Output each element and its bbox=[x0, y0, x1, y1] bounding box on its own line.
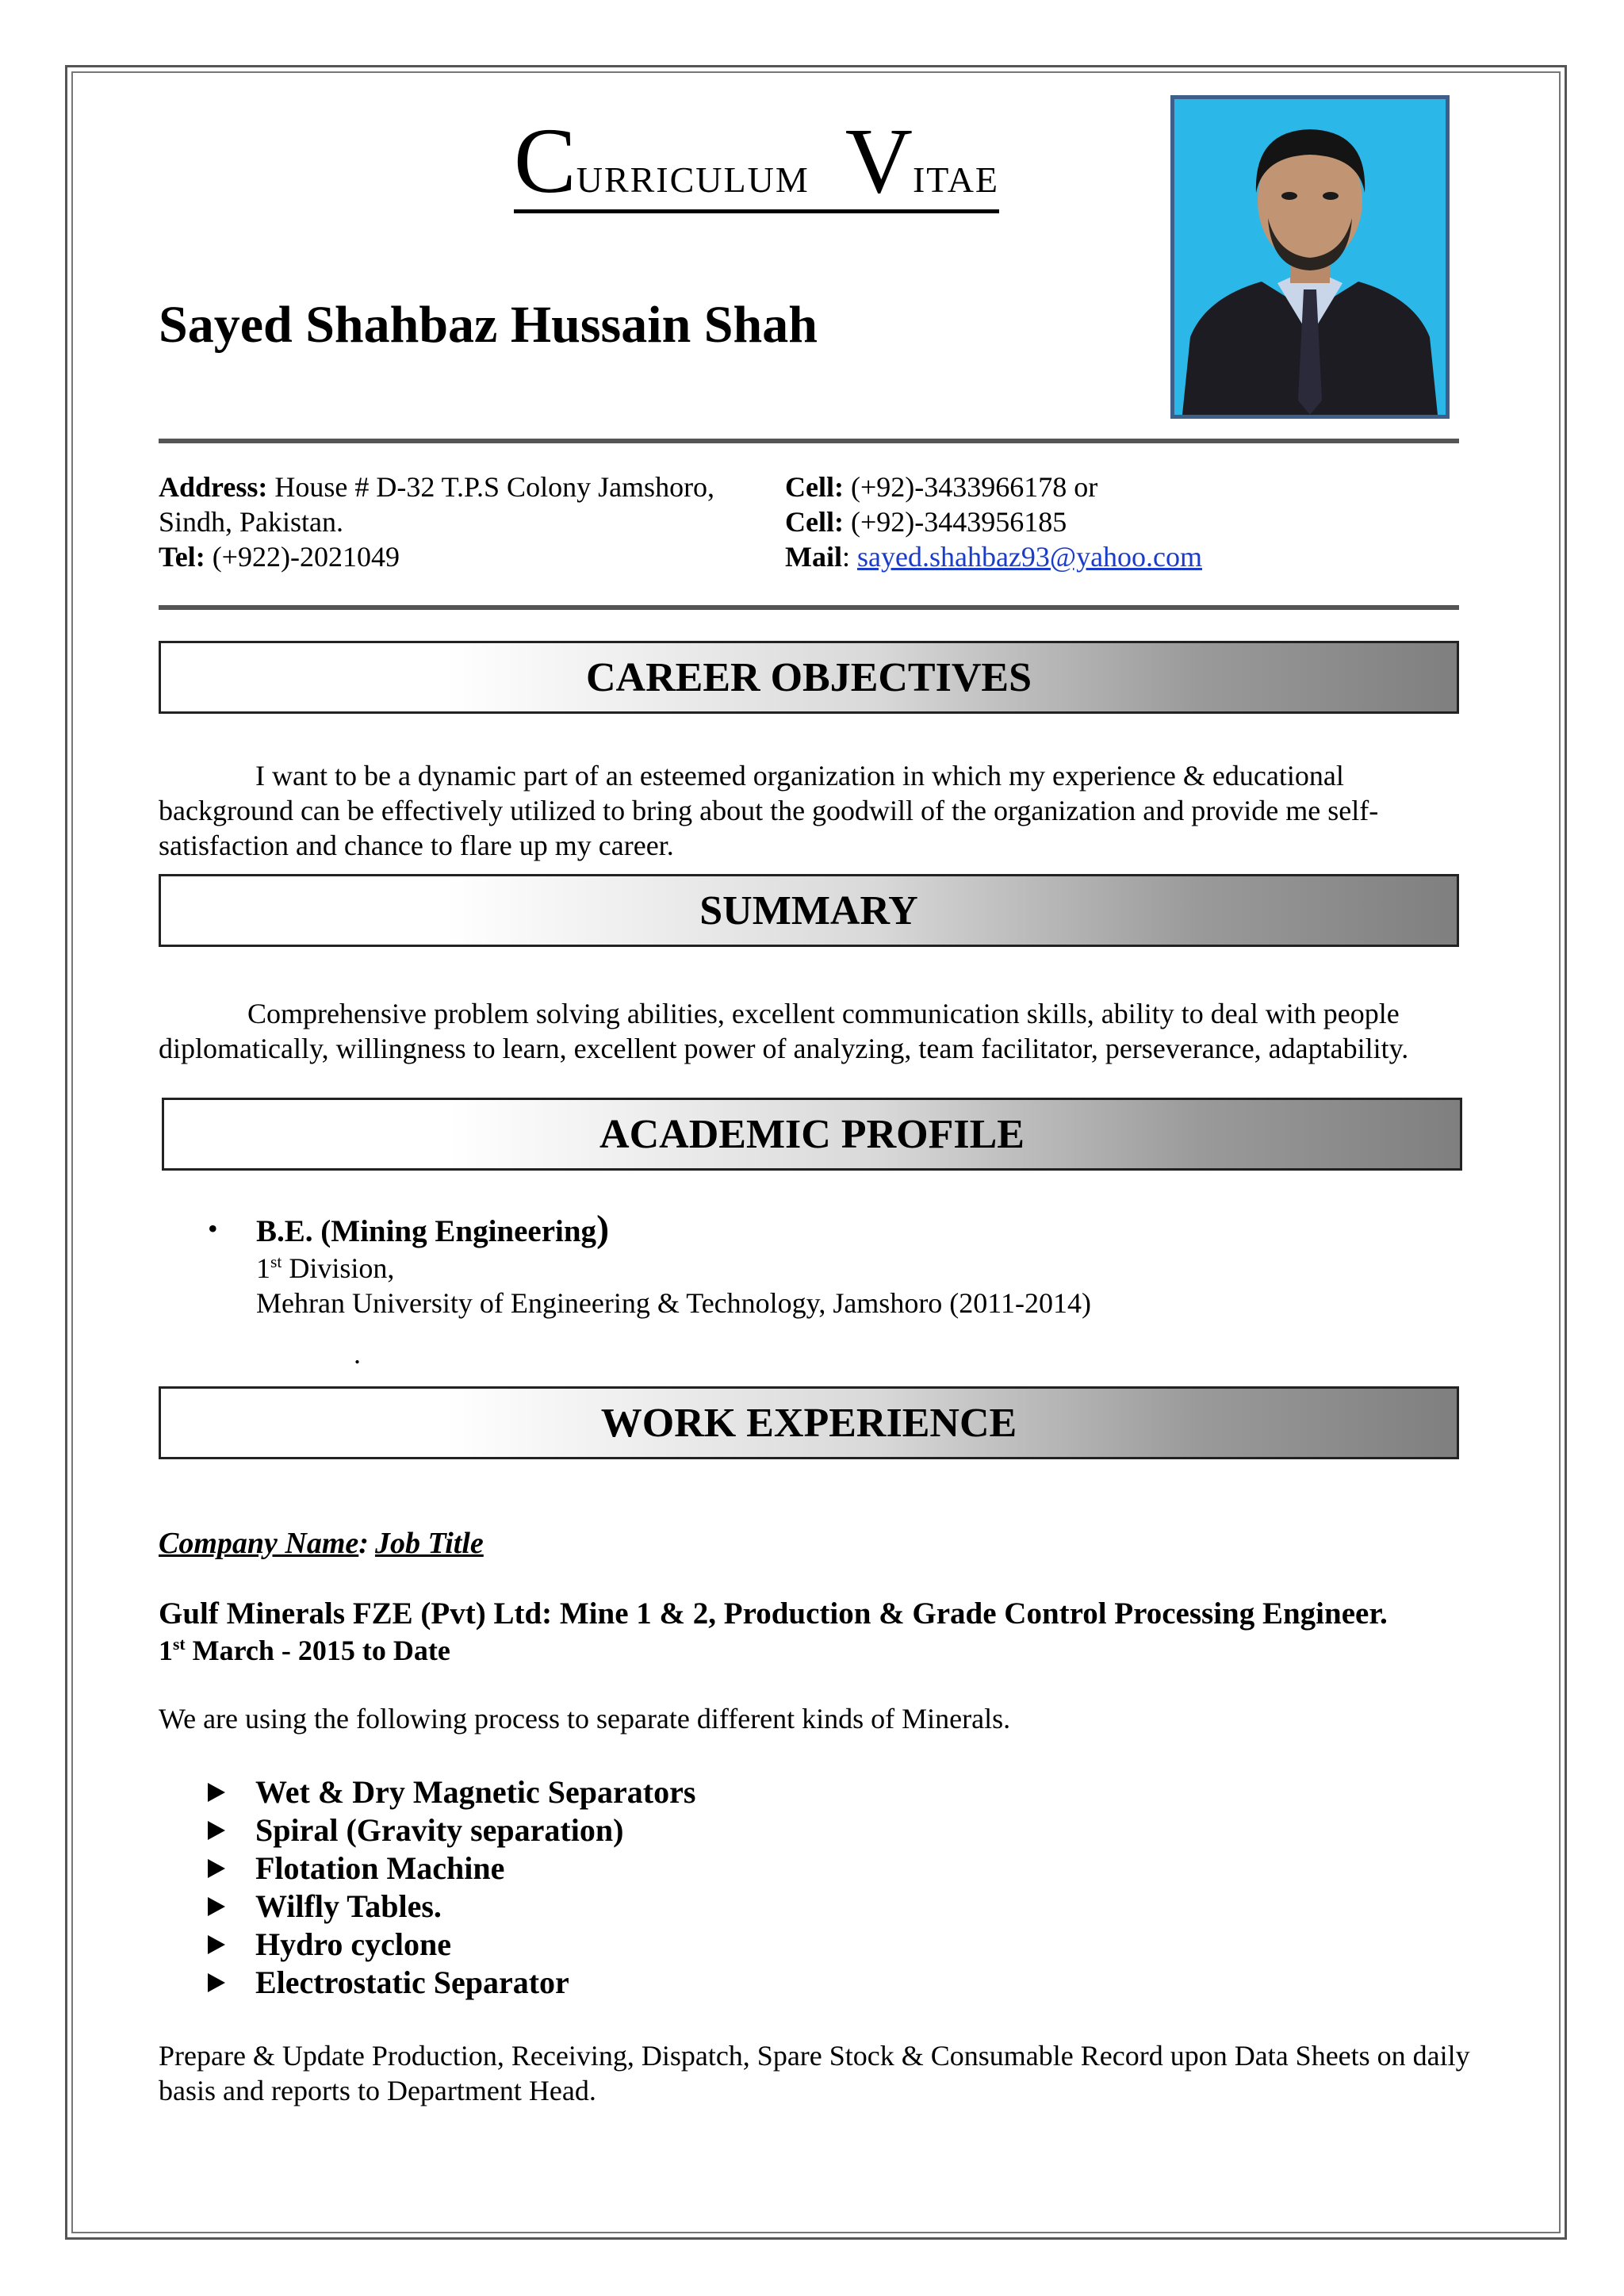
process-item-text: Electrostatic Separator bbox=[255, 1964, 569, 2000]
tel-value: (+922)-2021049 bbox=[205, 541, 400, 573]
divider-contact bbox=[159, 605, 1459, 610]
job-title-label: Job Title bbox=[374, 1527, 484, 1560]
profile-photo bbox=[1170, 95, 1450, 419]
division-number: 1 bbox=[256, 1252, 270, 1284]
address-line1: House # D-32 T.P.S Colony Jamshoro, bbox=[267, 471, 715, 503]
cell2-value: (+92)-3443956185 bbox=[843, 506, 1067, 538]
mail-separator: : bbox=[841, 541, 857, 573]
mail-label: Mail bbox=[785, 541, 842, 573]
process-intro: We are using the following process to separate different kinds of Minerals. bbox=[159, 1703, 1011, 1734]
triangle-bullet-icon bbox=[208, 1783, 225, 1802]
responsibility-text: Prepare & Update Production, Receiving, Dispatch, Spare Stock & Consumable Record upon Data Sheets on daily basis and reports to Department Head. bbox=[159, 2040, 1470, 2106]
degree-name: B.E. (Mining Engineering bbox=[256, 1214, 597, 1248]
triangle-bullet-icon bbox=[208, 1897, 225, 1916]
triangle-bullet-icon bbox=[208, 1859, 225, 1878]
career-objective-text: I want to be a dynamic part of an esteemed organization in which my experience & educational background can be effectively utilized to bring about the goodwill of the organization and provide me self-satisfaction and chance to flare up my career. bbox=[159, 760, 1379, 861]
list-item bbox=[208, 1811, 695, 1849]
division bbox=[256, 1251, 394, 1285]
email-link[interactable]: sayed.shahbaz93@yahoo.com bbox=[857, 541, 1203, 573]
list-item bbox=[208, 1773, 695, 1811]
process-list bbox=[208, 1773, 695, 2002]
cv-title bbox=[514, 109, 1000, 213]
section-header-summary: SUMMARY bbox=[159, 874, 1459, 947]
title-word-urriculum: URRICULUM bbox=[576, 159, 810, 200]
section-header-career: CAREER OBJECTIVES bbox=[159, 641, 1459, 714]
cell1-value: (+92)-3433966178 or bbox=[843, 471, 1098, 503]
contact-right bbox=[785, 470, 1202, 574]
process-item-text: Wilfly Tables. bbox=[255, 1888, 442, 1924]
position-line: Gulf Minerals FZE (Pvt) Ltd: Mine 1 & 2, Production & Grade Control Processing Engineer. bbox=[159, 1596, 1388, 1631]
triangle-bullet-icon bbox=[208, 1973, 225, 1992]
person-portrait-icon bbox=[1174, 99, 1446, 415]
date-suffix: st bbox=[173, 1635, 186, 1654]
candidate-name: Sayed Shahbaz Hussain Shah bbox=[159, 296, 818, 354]
triangle-bullet-icon bbox=[208, 1821, 225, 1840]
divider-top bbox=[159, 439, 1459, 443]
title-letter-c: C bbox=[514, 109, 576, 213]
section-header-academic: ACADEMIC PROFILE bbox=[162, 1098, 1462, 1171]
cell2-label: Cell: bbox=[785, 506, 844, 538]
tel-label: Tel: bbox=[159, 541, 205, 573]
academic-bullet: • bbox=[208, 1213, 218, 1244]
degree-title bbox=[256, 1207, 609, 1251]
title-letter-v: V bbox=[845, 109, 913, 213]
address-line2: Sindh, Pakistan. bbox=[159, 506, 344, 538]
heading-colon: : bbox=[358, 1527, 369, 1560]
process-item-text: Flotation Machine bbox=[255, 1850, 505, 1886]
university: Mehran University of Engineering & Technology, Jamshoro (2011-2014) bbox=[256, 1287, 1091, 1319]
list-item bbox=[208, 1964, 695, 2002]
process-item-text: Hydro cyclone bbox=[255, 1926, 452, 1962]
list-item bbox=[208, 1888, 695, 1926]
division-text: Division, bbox=[282, 1252, 395, 1284]
company-name-label: Company Name bbox=[159, 1527, 359, 1560]
process-item-text: Wet & Dry Magnetic Separators bbox=[255, 1774, 696, 1810]
company-job-heading bbox=[159, 1526, 484, 1561]
address-label: Address: bbox=[159, 471, 268, 503]
division-suffix: st bbox=[270, 1252, 282, 1271]
list-item bbox=[208, 1926, 695, 1964]
title-word-itae: ITAE bbox=[912, 159, 1000, 200]
process-item-text: Spiral (Gravity separation) bbox=[255, 1812, 624, 1848]
section-header-work: WORK EXPERIENCE bbox=[159, 1386, 1459, 1459]
date-number: 1 bbox=[159, 1635, 173, 1666]
list-item bbox=[208, 1849, 695, 1888]
date-text: March - 2015 to Date bbox=[185, 1635, 450, 1666]
contact-left bbox=[159, 470, 714, 574]
triangle-bullet-icon bbox=[208, 1935, 225, 1954]
stray-dot: . bbox=[354, 1338, 361, 1370]
position-dates bbox=[159, 1634, 450, 1667]
summary-text: Comprehensive problem solving abilities, excellent communication skills, ability to deal with people diplomatically, willingness to learn, excellent power of analyzing, team facilitator, perseverance, adaptability. bbox=[159, 998, 1409, 1064]
cell1-label: Cell: bbox=[785, 471, 844, 503]
degree-paren: ) bbox=[596, 1208, 610, 1250]
